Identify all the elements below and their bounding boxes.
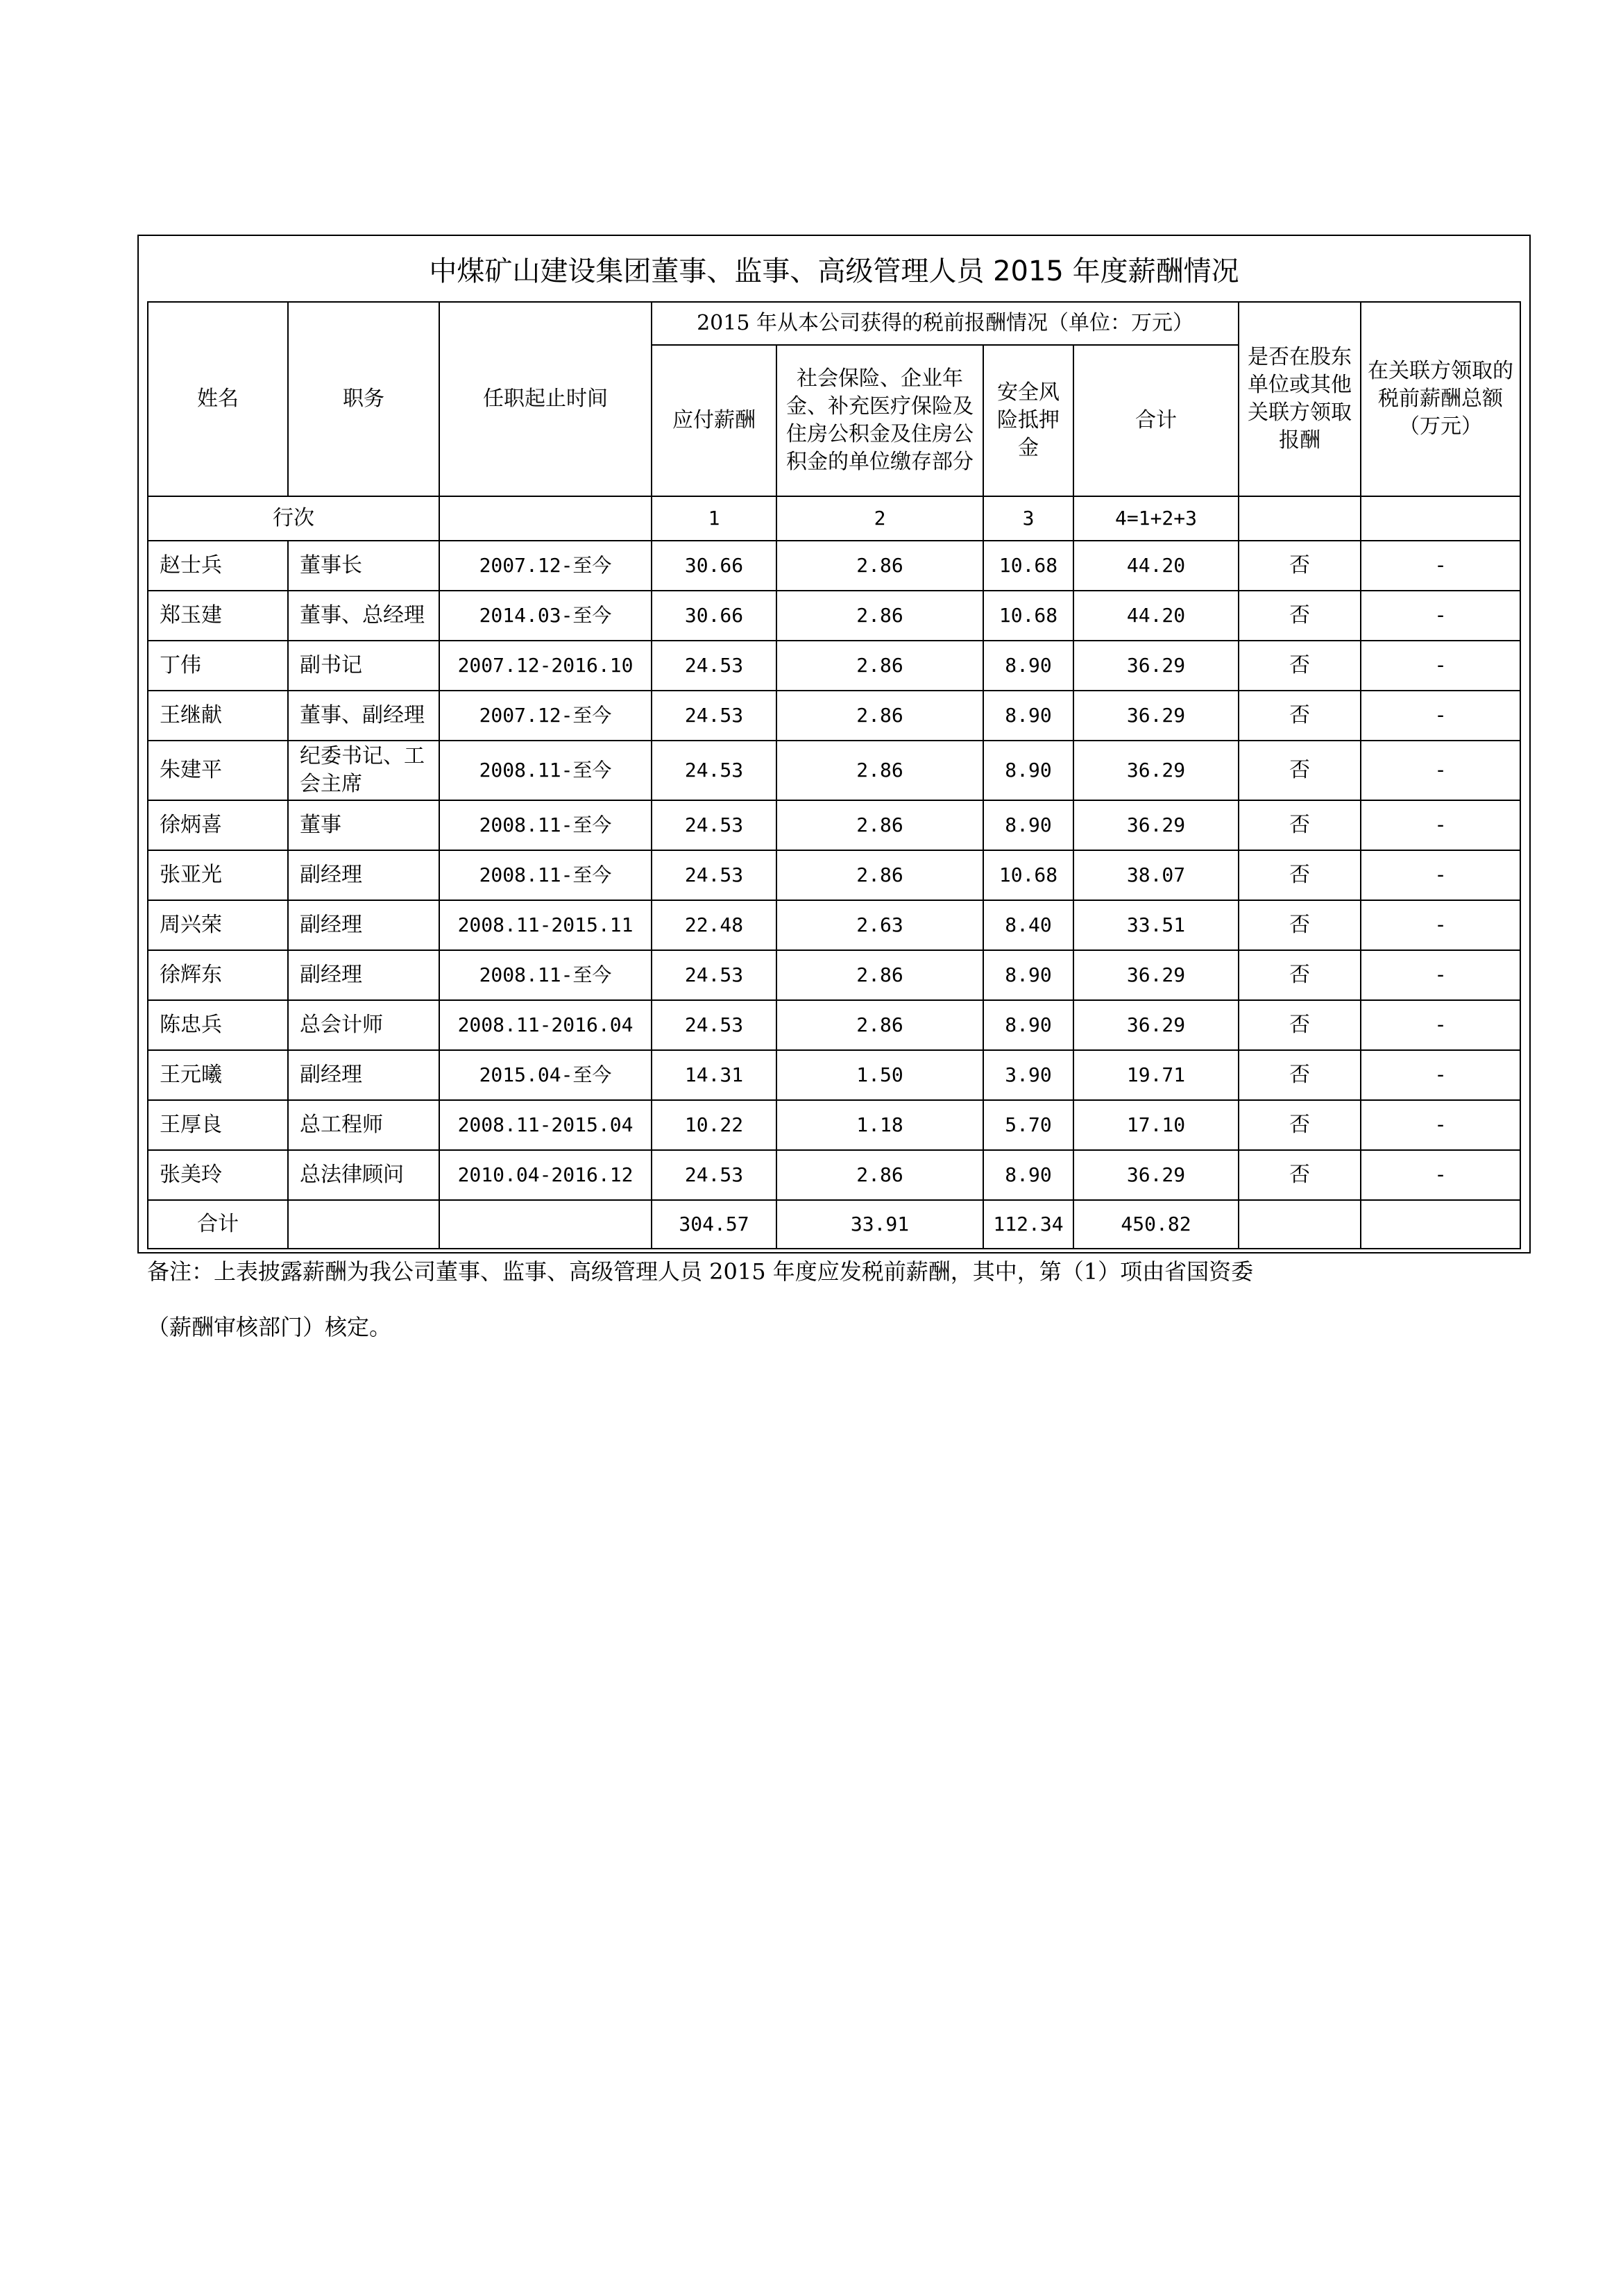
cell-term: 2007.12-至今 [439, 691, 652, 741]
table-row [148, 850, 1520, 900]
cell-payable: 24.53 [652, 1000, 776, 1050]
total-social: 33.91 [776, 1200, 983, 1249]
cell-term: 2014.03-至今 [439, 591, 652, 641]
cell-safety: 8.90 [983, 641, 1073, 691]
total-empty [439, 1200, 652, 1249]
cell-related: - [1361, 1150, 1520, 1200]
cell-payable: 24.53 [652, 741, 776, 800]
total-safety: 112.34 [983, 1200, 1073, 1249]
cell-shareholder: 否 [1239, 641, 1361, 691]
row-index-empty [1239, 496, 1361, 541]
table-row [148, 1150, 1520, 1200]
cell-related: - [1361, 800, 1520, 850]
cell-term: 2008.11-2015.04 [439, 1100, 652, 1150]
table-frame [137, 235, 1531, 1253]
cell-term: 2007.12-2016.10 [439, 641, 652, 691]
total-empty [288, 1200, 439, 1249]
cell-social: 2.86 [776, 741, 983, 800]
cell-total: 36.29 [1073, 950, 1239, 1000]
cell-term: 2007.12-至今 [439, 541, 652, 591]
cell-social: 2.86 [776, 641, 983, 691]
cell-payable: 22.48 [652, 900, 776, 950]
cell-related: - [1361, 950, 1520, 1000]
table-row [148, 800, 1520, 850]
table-row [148, 541, 1520, 591]
cell-total: 36.29 [1073, 1150, 1239, 1200]
cell-shareholder: 否 [1239, 800, 1361, 850]
row-index-c1: 1 [652, 496, 776, 541]
cell-social: 2.86 [776, 950, 983, 1000]
cell-name: 陈忠兵 [148, 1000, 288, 1050]
header-term: 任职起止时间 [439, 302, 652, 496]
table-title: 中煤矿山建设集团董事、监事、高级管理人员 2015 年度薪酬情况 [429, 255, 1239, 287]
cell-name: 徐炳喜 [148, 800, 288, 850]
table-row [148, 1050, 1520, 1100]
cell-shareholder: 否 [1239, 850, 1361, 900]
total-label: 合计 [148, 1200, 288, 1249]
cell-shareholder: 否 [1239, 1150, 1361, 1200]
row-index-c4: 4=1+2+3 [1073, 496, 1239, 541]
total-empty [1361, 1200, 1520, 1249]
header-group: 2015 年从本公司获得的税前报酬情况（单位：万元） [652, 302, 1239, 345]
cell-total: 36.29 [1073, 800, 1239, 850]
cell-total: 33.51 [1073, 900, 1239, 950]
table-row [148, 591, 1520, 641]
cell-total: 36.29 [1073, 741, 1239, 800]
row-index [148, 496, 1520, 541]
cell-total: 19.71 [1073, 1050, 1239, 1100]
table-row [148, 1100, 1520, 1150]
cell-name: 朱建平 [148, 741, 288, 800]
cell-safety: 10.68 [983, 850, 1073, 900]
cell-social: 2.86 [776, 541, 983, 591]
cell-payable: 30.66 [652, 591, 776, 641]
header-total: 合计 [1073, 345, 1239, 496]
cell-social: 2.63 [776, 900, 983, 950]
cell-safety: 5.70 [983, 1100, 1073, 1150]
cell-social: 1.18 [776, 1100, 983, 1150]
header-shareholder: 是否在股东单位或其他关联方领取报酬 [1239, 302, 1361, 496]
cell-social: 2.86 [776, 691, 983, 741]
cell-position: 副经理 [288, 1050, 439, 1100]
cell-payable: 24.53 [652, 641, 776, 691]
cell-payable: 24.53 [652, 950, 776, 1000]
header-safety: 安全风险抵押金 [983, 345, 1073, 496]
cell-term: 2008.11-至今 [439, 800, 652, 850]
cell-related: - [1361, 541, 1520, 591]
cell-position: 董事、总经理 [288, 591, 439, 641]
cell-shareholder: 否 [1239, 541, 1361, 591]
cell-shareholder: 否 [1239, 1000, 1361, 1050]
cell-safety: 10.68 [983, 541, 1073, 591]
table-row [148, 900, 1520, 950]
cell-total: 36.29 [1073, 1000, 1239, 1050]
row-index-c2: 2 [776, 496, 983, 541]
cell-related: - [1361, 1100, 1520, 1150]
cell-name: 王元曦 [148, 1050, 288, 1100]
row-index-c3: 3 [983, 496, 1073, 541]
cell-related: - [1361, 1050, 1520, 1100]
cell-social: 1.50 [776, 1050, 983, 1100]
header-position: 职务 [288, 302, 439, 496]
total-empty [1239, 1200, 1361, 1249]
cell-social: 2.86 [776, 850, 983, 900]
cell-term: 2008.11-2016.04 [439, 1000, 652, 1050]
cell-safety: 8.90 [983, 691, 1073, 741]
cell-position: 副经理 [288, 950, 439, 1000]
cell-related: - [1361, 1000, 1520, 1050]
header-name: 姓名 [148, 302, 288, 496]
notes-line-1: 备注：上表披露薪酬为我公司董事、监事、高级管理人员 2015 年度应发税前薪酬，其中，第（1）项由省国资委 [147, 1258, 1254, 1285]
cell-name: 郑玉建 [148, 591, 288, 641]
cell-safety: 8.90 [983, 1000, 1073, 1050]
cell-payable: 10.22 [652, 1100, 776, 1150]
cell-position: 董事、副经理 [288, 691, 439, 741]
cell-related: - [1361, 591, 1520, 641]
cell-shareholder: 否 [1239, 741, 1361, 800]
cell-social: 2.86 [776, 1000, 983, 1050]
cell-term: 2008.11-至今 [439, 850, 652, 900]
header-payable: 应付薪酬 [652, 345, 776, 496]
cell-position: 总工程师 [288, 1100, 439, 1150]
row-index-label: 行次 [148, 496, 439, 541]
cell-safety: 8.40 [983, 900, 1073, 950]
cell-safety: 8.90 [983, 800, 1073, 850]
cell-position: 副书记 [288, 641, 439, 691]
cell-related: - [1361, 641, 1520, 691]
table-row [148, 741, 1520, 800]
table-row [148, 641, 1520, 691]
cell-term: 2008.11-至今 [439, 741, 652, 800]
compensation-table [147, 301, 1521, 1249]
cell-position: 董事 [288, 800, 439, 850]
cell-payable: 24.53 [652, 691, 776, 741]
cell-name: 赵士兵 [148, 541, 288, 591]
total-total: 450.82 [1073, 1200, 1239, 1249]
cell-safety: 10.68 [983, 591, 1073, 641]
cell-position: 副经理 [288, 850, 439, 900]
cell-name: 王继献 [148, 691, 288, 741]
total-payable: 304.57 [652, 1200, 776, 1249]
cell-term: 2010.04-2016.12 [439, 1150, 652, 1200]
cell-payable: 24.53 [652, 1150, 776, 1200]
cell-position: 总法律顾问 [288, 1150, 439, 1200]
cell-total: 36.29 [1073, 691, 1239, 741]
cell-name: 王厚良 [148, 1100, 288, 1150]
cell-total: 44.20 [1073, 541, 1239, 591]
cell-related: - [1361, 900, 1520, 950]
table-row [148, 1000, 1520, 1050]
cell-safety: 8.90 [983, 1150, 1073, 1200]
row-index-empty [1361, 496, 1520, 541]
cell-related: - [1361, 691, 1520, 741]
cell-social: 2.86 [776, 591, 983, 641]
cell-social: 2.86 [776, 800, 983, 850]
table-row [148, 691, 1520, 741]
cell-name: 周兴荣 [148, 900, 288, 950]
cell-shareholder: 否 [1239, 591, 1361, 641]
cell-term: 2008.11-2015.11 [439, 900, 652, 950]
cell-social: 2.86 [776, 1150, 983, 1200]
cell-term: 2008.11-至今 [439, 950, 652, 1000]
cell-shareholder: 否 [1239, 691, 1361, 741]
cell-shareholder: 否 [1239, 1100, 1361, 1150]
header-related: 在关联方领取的税前薪酬总额（万元） [1361, 302, 1520, 496]
cell-payable: 30.66 [652, 541, 776, 591]
cell-position: 总会计师 [288, 1000, 439, 1050]
row-index-empty [439, 496, 652, 541]
cell-name: 张亚光 [148, 850, 288, 900]
cell-total: 17.10 [1073, 1100, 1239, 1150]
cell-total: 38.07 [1073, 850, 1239, 900]
cell-shareholder: 否 [1239, 1050, 1361, 1100]
cell-position: 副经理 [288, 900, 439, 950]
header-social: 社会保险、企业年金、补充医疗保险及住房公积金及住房公积金的单位缴存部分 [776, 345, 983, 496]
table-row [148, 950, 1520, 1000]
cell-position: 董事长 [288, 541, 439, 591]
cell-position: 纪委书记、工会主席 [288, 741, 439, 800]
cell-shareholder: 否 [1239, 950, 1361, 1000]
cell-name: 丁伟 [148, 641, 288, 691]
cell-shareholder: 否 [1239, 900, 1361, 950]
cell-safety: 3.90 [983, 1050, 1073, 1100]
cell-related: - [1361, 741, 1520, 800]
cell-name: 徐辉东 [148, 950, 288, 1000]
total-row [148, 1200, 1520, 1249]
cell-term: 2015.04-至今 [439, 1050, 652, 1100]
notes-line-2: （薪酬审核部门）核定。 [147, 1314, 392, 1340]
cell-safety: 8.90 [983, 741, 1073, 800]
cell-payable: 24.53 [652, 850, 776, 900]
cell-payable: 24.53 [652, 800, 776, 850]
cell-related: - [1361, 850, 1520, 900]
cell-payable: 14.31 [652, 1050, 776, 1100]
cell-name: 张美玲 [148, 1150, 288, 1200]
cell-safety: 8.90 [983, 950, 1073, 1000]
cell-total: 44.20 [1073, 591, 1239, 641]
cell-total: 36.29 [1073, 641, 1239, 691]
